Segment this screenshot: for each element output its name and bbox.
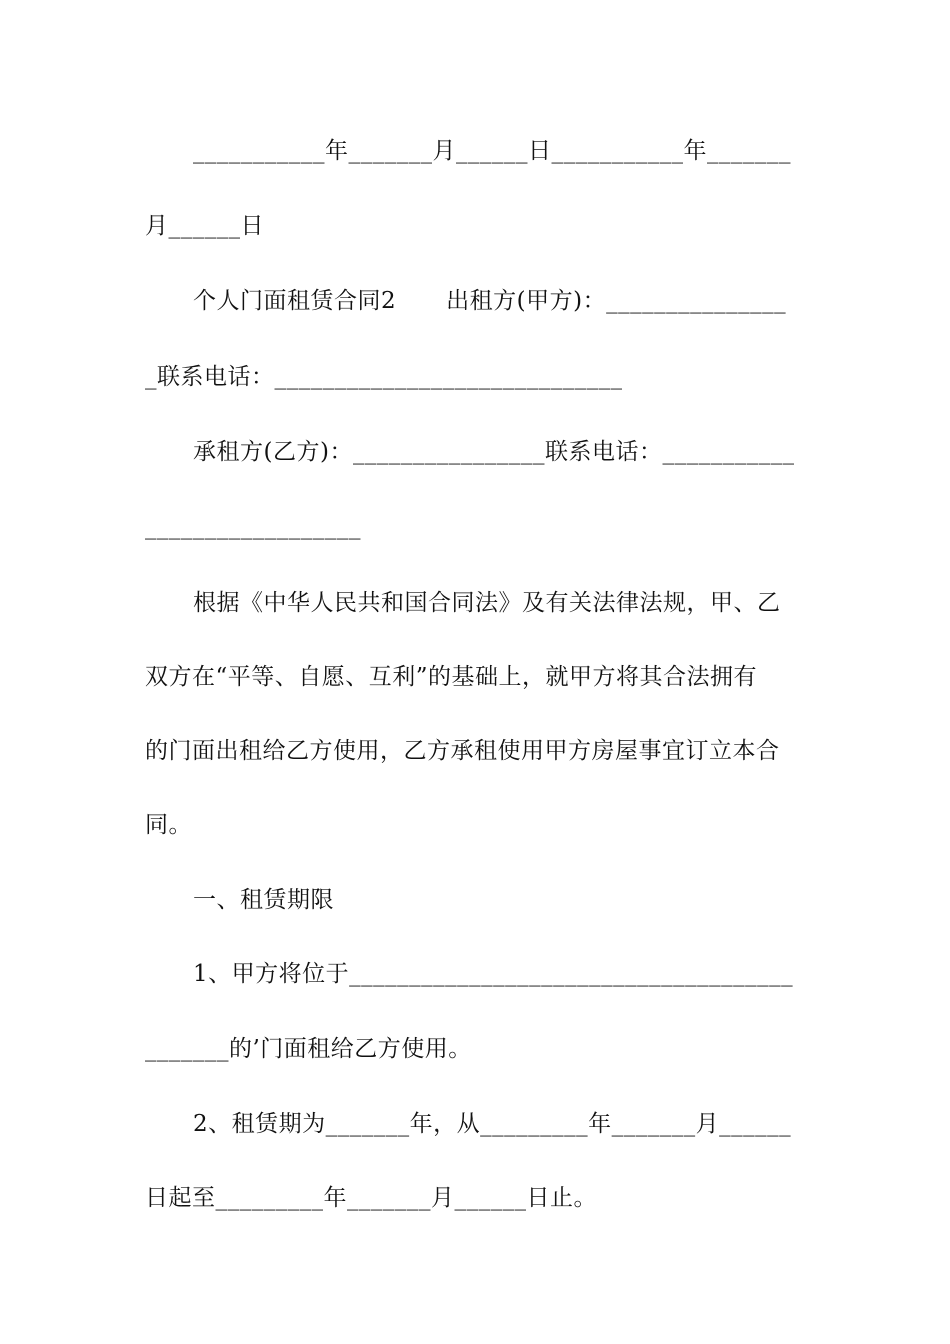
contract-title: 个人门面租赁合同2 <box>193 288 397 314</box>
date-blank-line-continued: 月______日 <box>145 213 264 239</box>
paragraph-line: 同。 <box>145 812 192 838</box>
contract-title-line <box>193 286 873 316</box>
paragraph-line: 的门面出租给乙方使用，乙方承租使用甲方房屋事宜订立本合 <box>145 738 780 764</box>
lessee-line: 承租方(乙方)：________________联系电话：___________ <box>193 439 795 465</box>
lessor-field: 出租方(甲方)：_______________ <box>446 288 787 314</box>
lessee-phone-continued: __________________ <box>145 514 361 540</box>
paragraph-line: 根据《中华人民共和国合同法》及有关法律法规，甲、乙 <box>193 590 781 616</box>
paragraph-line: 双方在“平等、自愿、互利”的基础上，就甲方将其合法拥有 <box>145 664 758 690</box>
clause-2-continued: 日起至_________年_______月______日止。 <box>145 1185 597 1211</box>
section-heading: 一、租赁期限 <box>193 887 334 913</box>
lessor-phone-line: _联系电话：_____________________________ <box>145 364 623 390</box>
clause-1-line: 1、甲方将位于_____________________________________ <box>193 961 794 987</box>
clause-1-continued: _______的’门面租给乙方使用。 <box>145 1036 472 1062</box>
clause-2-line: 2、租赁期为_______年，从_________年_______月______ <box>193 1111 792 1137</box>
date-blank-line: ___________年_______月______日___________年_______ <box>193 138 791 164</box>
